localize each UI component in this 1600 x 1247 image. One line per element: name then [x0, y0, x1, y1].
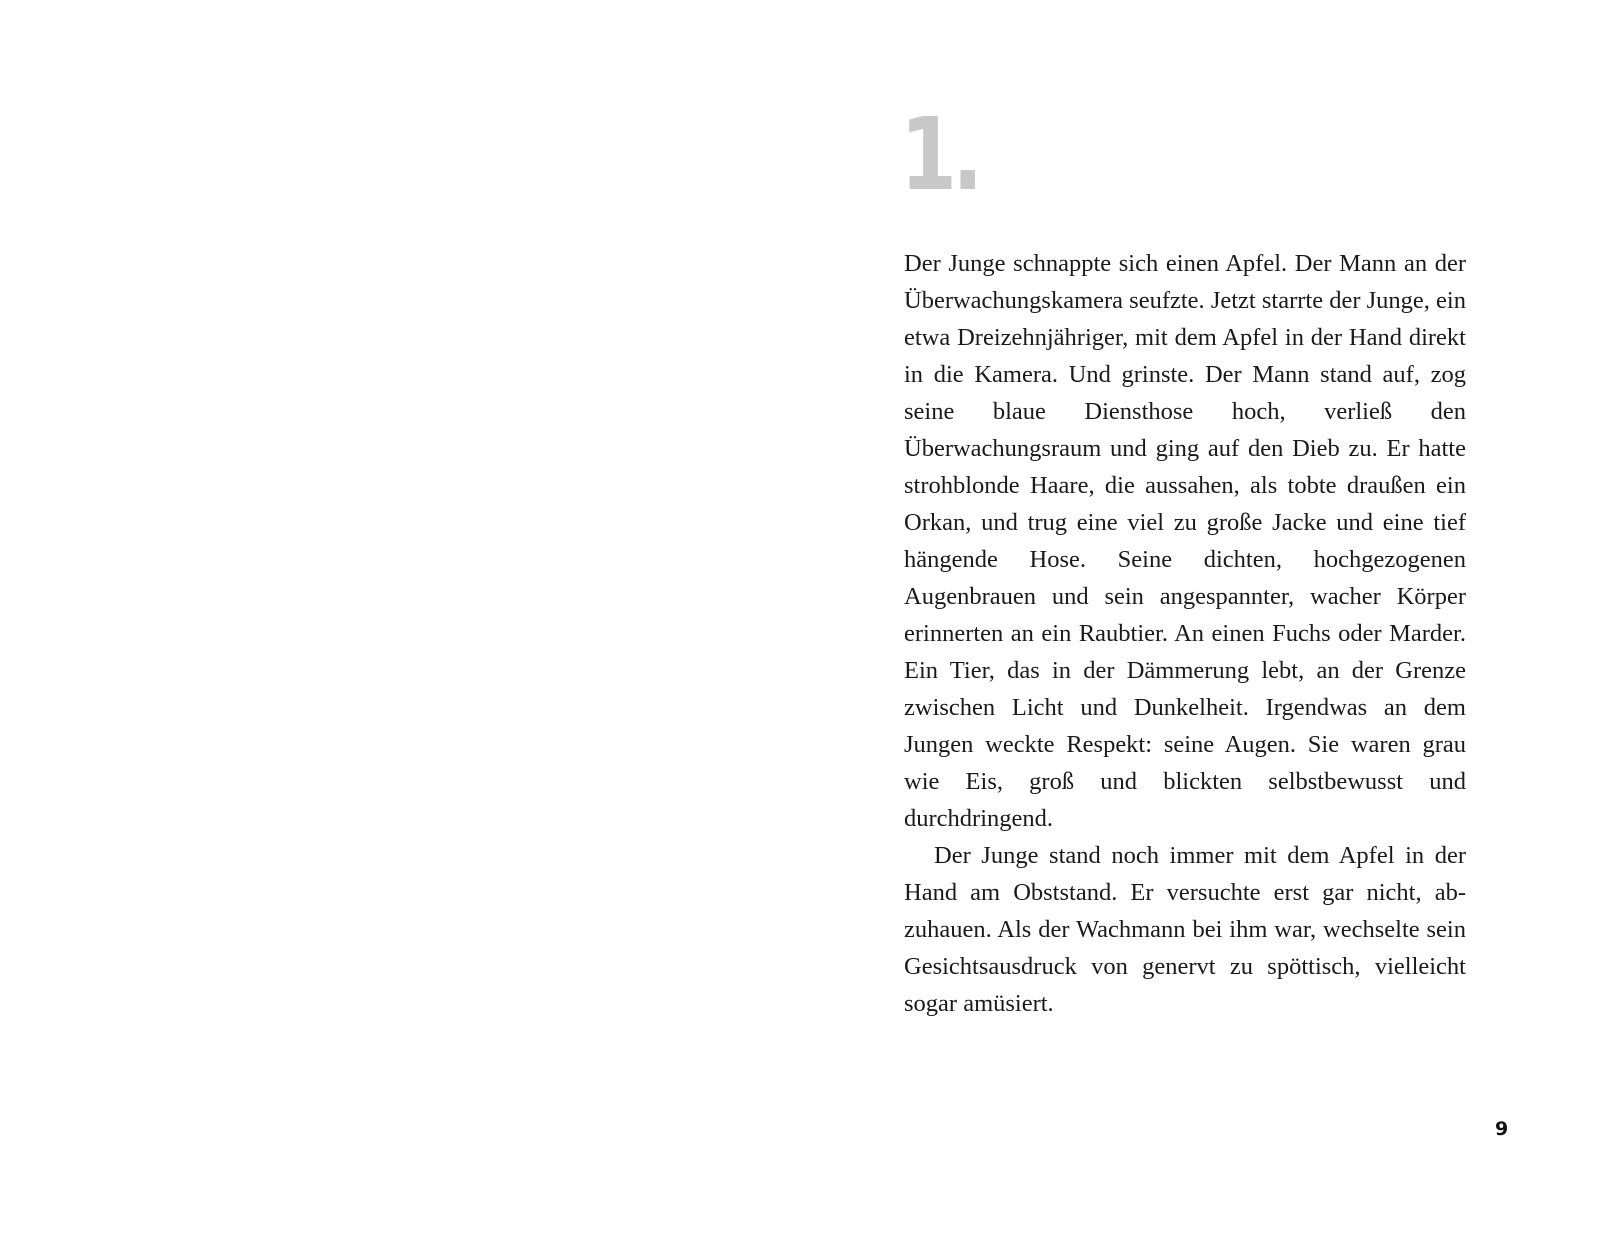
chapter-number: 1.: [900, 96, 979, 213]
paragraph-1: Der Junge schnappte sich einen Apfel. Der Mann an der Überwachungskamera seufzte. Jetzt starrte der Junge, ein etwa Dreizehnjähriger, mit dem Apfel in der Hand direkt in die Kamera. Und grinste. Der Mann stand auf, zog seine blaue Diensthose hoch, verließ den Überwachungsraum und ging auf den Dieb zu. Er hatte strohblonde Haare, die aussahen, als tobte draußen ein Orkan, und trug eine viel zu große Jacke und eine tief hängende Hose. Seine dichten, hochgezogenen Augenbrauen und sein angespannter, wacher Körper erinnerten an ein Raubtier. An einen Fuchs oder Marder. Ein Tier, das in der Dämmerung lebt, an der Grenze zwischen Licht und Dunkelheit. Irgendwas an dem Jungen weckte Respekt: seine Augen. Sie waren grau wie Eis, groß und blickten selbstbewusst und durchdringend.: [904, 250, 1466, 832]
body-text: [904, 245, 1466, 1022]
right-page: [800, 0, 1600, 1247]
page-number: 9: [1495, 1118, 1509, 1140]
paragraph-2: Der Junge stand noch immer mit dem Apfel in der Hand am Obststand. Er versuchte erst gar nicht, abzuhauen. Als der Wachmann bei ihm war, wechselte sein Gesichtsausdruck von genervt zu spöttisch, vielleicht sogar amüsiert.: [904, 842, 1466, 1017]
